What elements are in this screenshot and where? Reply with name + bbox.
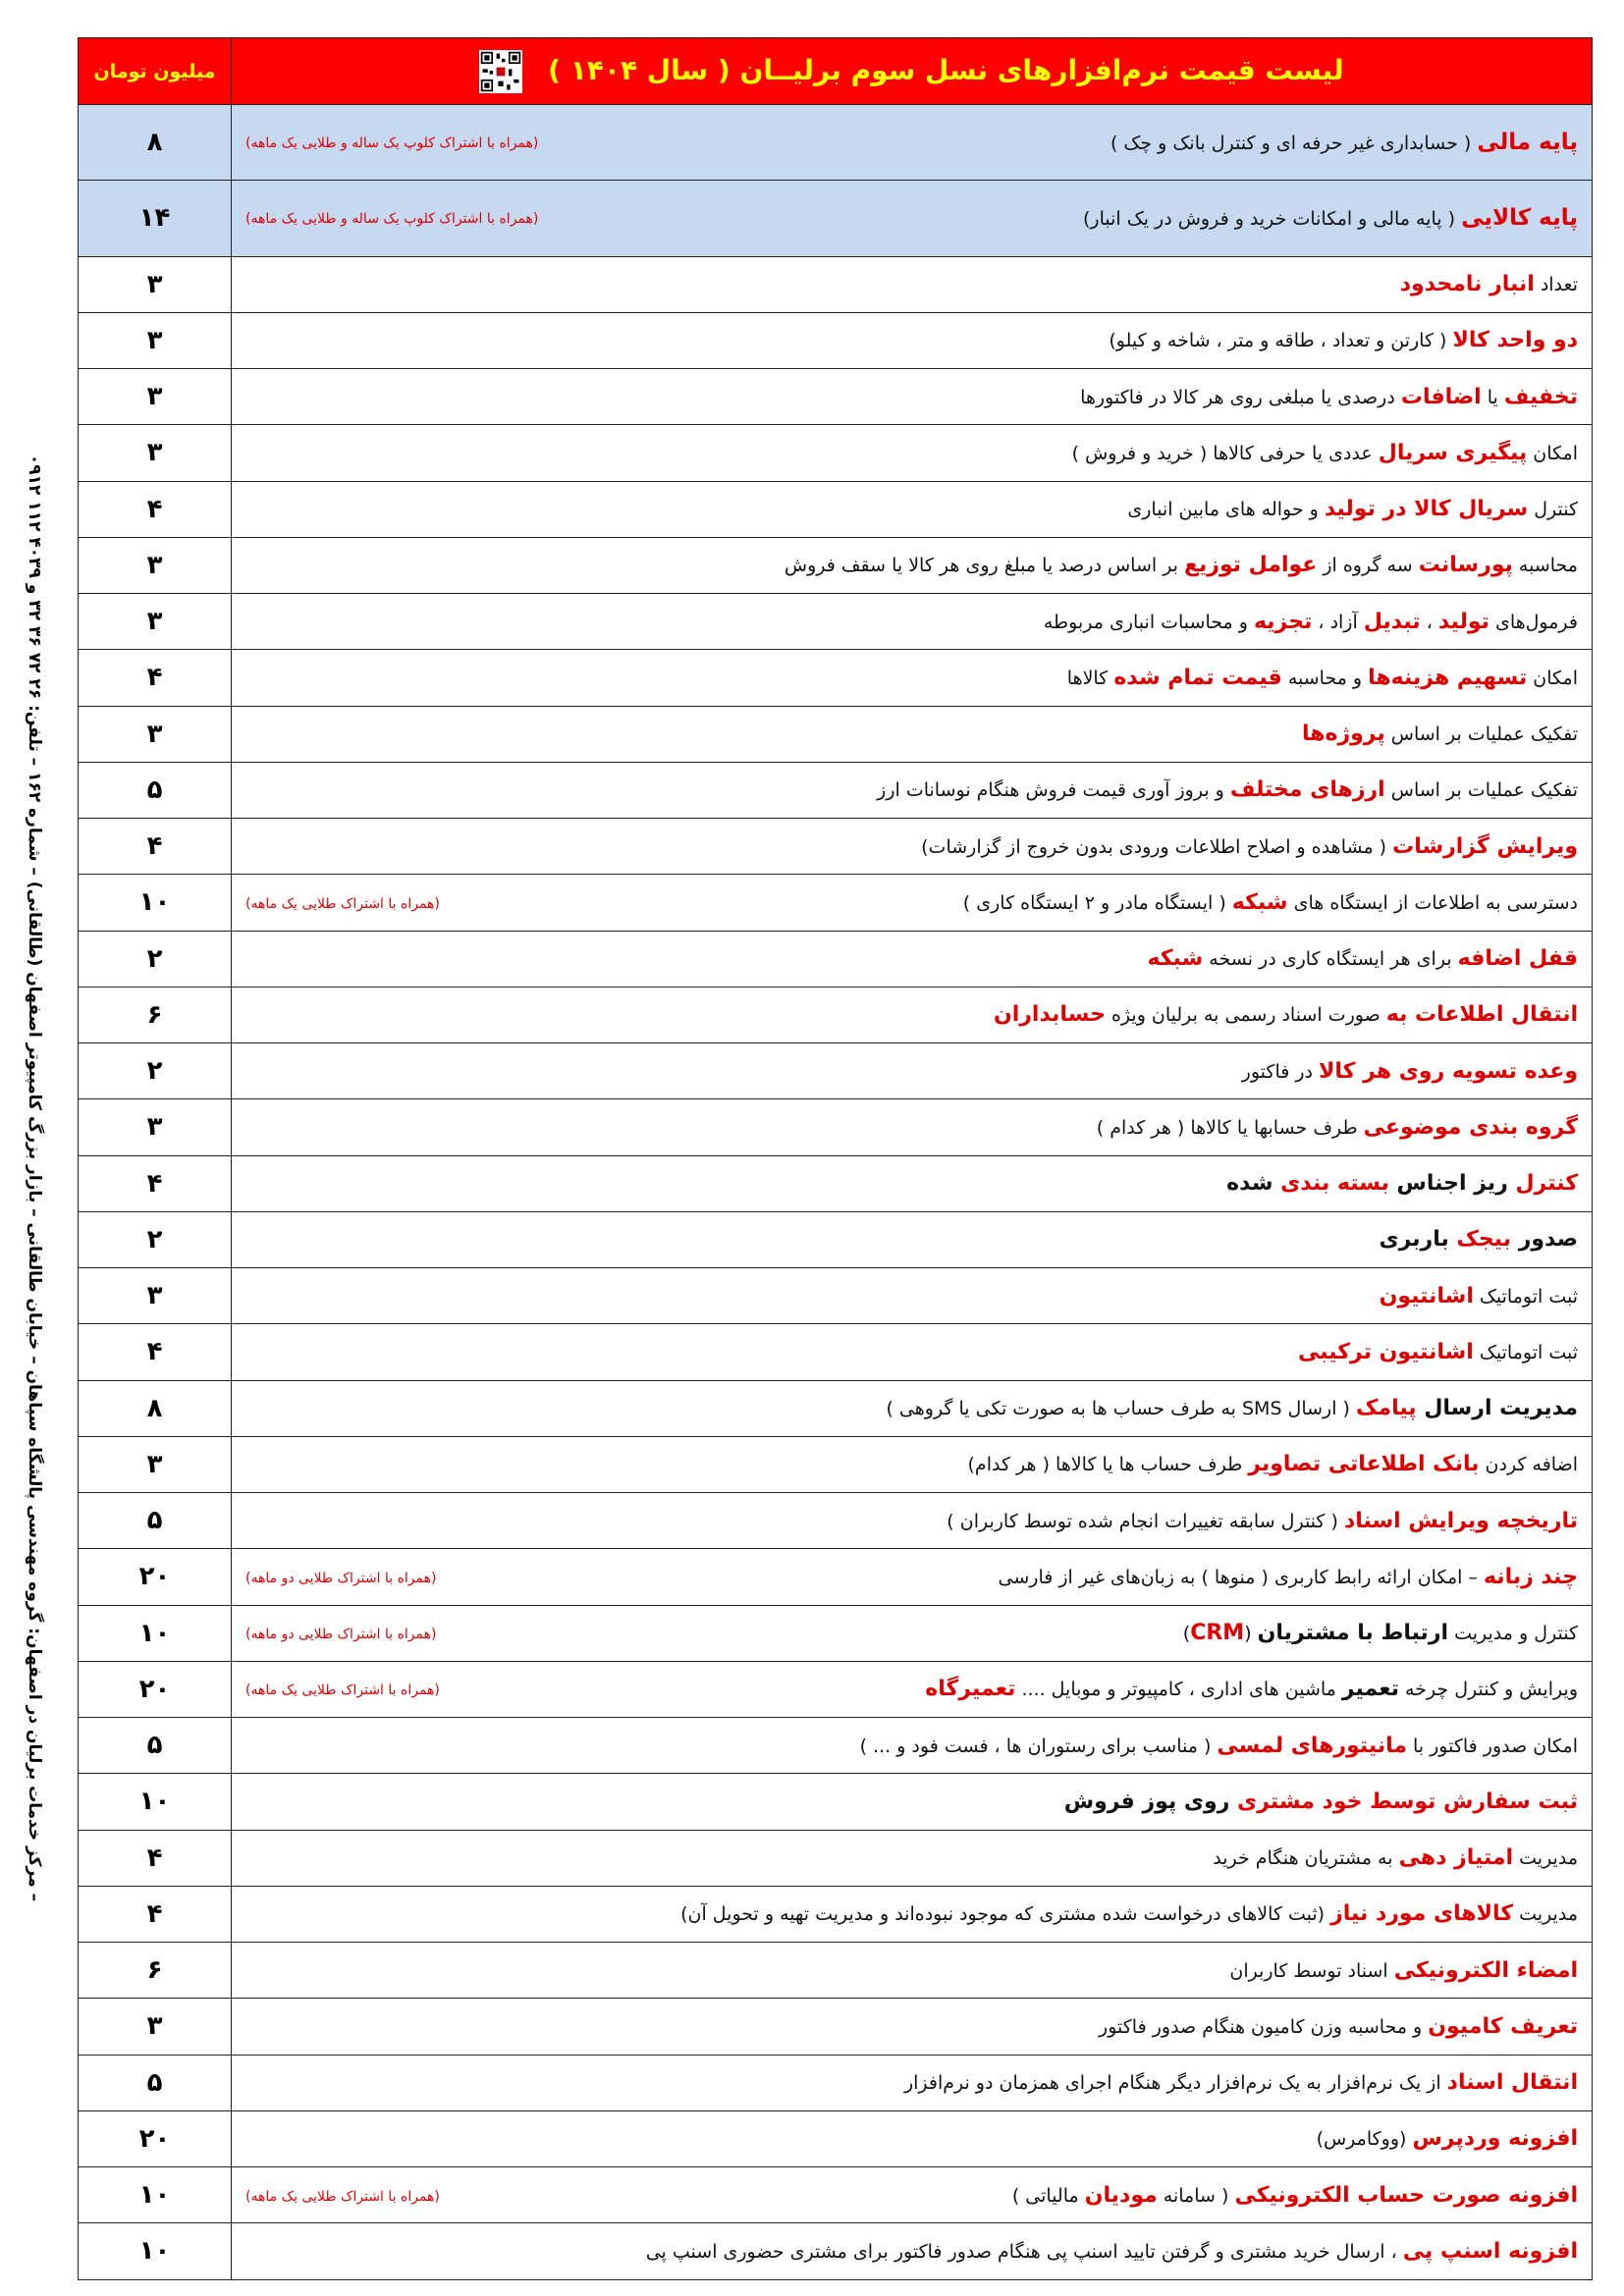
feature-text: تخفیف	[1503, 384, 1578, 409]
feature-description-cell	[232, 931, 1593, 987]
feature-text: امضاء الکترونیکی	[1393, 1957, 1578, 1983]
feature-description-cell	[232, 369, 1593, 425]
table-row	[79, 650, 1593, 706]
feature-description-cell	[232, 2055, 1593, 2110]
feature-description-cell	[232, 181, 1593, 256]
feature-text: صورت اسناد رسمی به برلیان ویژه	[1105, 1004, 1386, 1027]
price-cell: ۲۰	[79, 2110, 232, 2166]
feature-text: قفل اضافه	[1457, 946, 1578, 972]
price-cell: ۸	[79, 105, 232, 181]
feature-text: روی پوز فروش	[1063, 1789, 1238, 1814]
price-cell: ۶	[79, 1943, 232, 1999]
feature-text: CRM	[1190, 1621, 1245, 1646]
feature-text: انتقال اطلاعات به	[1385, 1002, 1578, 1028]
price-cell: ۴	[79, 650, 232, 706]
contact-sidebar	[0, 245, 69, 2110]
feature-text: تعداد	[1534, 274, 1578, 296]
feature-text: اشانتیون ترکیبی	[1298, 1339, 1474, 1364]
feature-text: (ووکامرس)	[1316, 2128, 1413, 2151]
price-cell: ۴	[79, 1324, 232, 1380]
table-row	[79, 1661, 1593, 1717]
table-row	[79, 1718, 1593, 1774]
table-row	[79, 181, 1593, 256]
feature-text: چند زبانه	[1484, 1564, 1578, 1589]
feature-text: ( کارتن و تعداد ، طاقه و متر ، شاخه و کیلو)	[1109, 330, 1453, 352]
feature-text: پایه مالی	[1477, 130, 1578, 156]
price-cell: ۵	[79, 762, 232, 818]
feature-text: ارتباط با مشتریان	[1257, 1621, 1449, 1646]
table-row	[79, 537, 1593, 593]
price-cell: ۴	[79, 1830, 232, 1886]
price-cell: ۱۴	[79, 181, 232, 256]
table-row	[79, 312, 1593, 368]
feature-text: شبکه	[1231, 889, 1288, 915]
feature-text: سریال کالا در تولید	[1324, 497, 1529, 522]
feature-text: تجزیه	[1253, 609, 1313, 634]
table-row	[79, 425, 1593, 481]
feature-description-cell	[232, 1324, 1593, 1380]
feature-description-cell	[232, 706, 1593, 762]
table-row	[79, 2223, 1593, 2279]
feature-text: از یک نرم‌افزار به یک نرم‌افزار دیگر هنگام اجرای همزمان دو نرم‌افزار	[903, 2072, 1447, 2095]
price-cell: ۵	[79, 1718, 232, 1774]
feature-description-cell	[232, 1436, 1593, 1492]
feature-text: افزونه وردپرس	[1412, 2126, 1578, 2152]
feature-description-cell	[232, 1886, 1593, 1942]
feature-text: ( سامانه	[1157, 2184, 1235, 2207]
feature-text: اشانتیون	[1379, 1283, 1474, 1308]
feature-text: ،	[1420, 611, 1438, 633]
price-cell: ۳	[79, 369, 232, 425]
feature-text: ویرایش گزارشات	[1392, 833, 1578, 859]
feature-text: بر اساس درصد یا مبلغ روی هر کالا یا سقف فروش	[784, 555, 1185, 577]
feature-text: ( ارسال SMS به طرف حساب ها به صورت تکی یا گروهی )	[886, 1398, 1356, 1420]
feature-text: باربری	[1379, 1227, 1457, 1253]
feature-text: ، ارسال خرید مشتری و گرفتن تایید اسنپ پی هنگام صدور فاکتور برای مشتری حضوری اسنپ پی	[645, 2240, 1403, 2263]
feature-text: تعمیرگاه	[925, 1677, 1016, 1702]
table-row	[79, 706, 1593, 762]
feature-text: امکان صدور فاکتور با	[1406, 1735, 1578, 1757]
feature-text: یا	[1481, 386, 1504, 408]
feature-description-cell	[232, 481, 1593, 537]
price-cell: ۳	[79, 425, 232, 481]
feature-text: ( پایه مالی و امکانات خرید و فروش در یک انبار)	[1083, 208, 1462, 231]
header-title-cell	[232, 38, 1593, 105]
qr-code-icon	[479, 50, 522, 93]
price-cell: ۱۰	[79, 2223, 232, 2279]
feature-text: ( مشاهده و اصلاح اطلاعات ورودی بدون خروج از گزارشات)	[921, 835, 1393, 858]
feature-text: وعده تسویه روی هر کالا	[1319, 1058, 1578, 1084]
feature-description-cell	[232, 1493, 1593, 1549]
feature-text: امکان	[1527, 442, 1578, 464]
table-row	[79, 256, 1593, 312]
feature-description-cell	[232, 875, 1593, 931]
feature-text: تسهیم هزینه‌ها	[1368, 665, 1528, 690]
feature-text: پایه کالایی	[1461, 205, 1578, 232]
table-row	[79, 481, 1593, 537]
feature-text: پروژه‌ها	[1301, 721, 1385, 747]
feature-text: تفکیک عملیات بر اساس	[1384, 723, 1578, 746]
page-title: لیست قیمت نرم‌افزارهای نسل سوم برلیــان ( سال ۱۴۰۴ )	[548, 53, 1344, 86]
feature-text: شده	[1226, 1171, 1281, 1197]
subscription-note: (همراه با اشتراک طلایی یک ماهه)	[245, 1682, 440, 1699]
feature-description-cell	[232, 2223, 1593, 2279]
table-row	[79, 875, 1593, 931]
feature-text: برای هر ایستگاه کاری در نسخه	[1203, 948, 1458, 971]
feature-description-cell	[232, 1043, 1593, 1099]
table-row	[79, 1436, 1593, 1492]
feature-description-cell	[232, 1549, 1593, 1605]
price-cell: ۴	[79, 1886, 232, 1942]
feature-text: امکان	[1527, 667, 1578, 689]
price-cell: ۳	[79, 1436, 232, 1492]
feature-text: انبار نامحدود	[1399, 272, 1535, 297]
feature-description-cell	[232, 537, 1593, 593]
table-row	[79, 1886, 1593, 1942]
feature-description-cell	[232, 1774, 1593, 1830]
feature-text: شبکه	[1147, 946, 1204, 972]
price-cell: ۳	[79, 1268, 232, 1324]
price-cell: ۳	[79, 1099, 232, 1155]
feature-text: سه گروه از	[1317, 555, 1419, 577]
feature-text: ( مناسب برای رستوران ها ، فست فود و ... )	[859, 1735, 1218, 1757]
feature-text: انتقال اسناد	[1446, 2070, 1578, 2096]
table-row	[79, 1999, 1593, 2055]
price-cell: ۳	[79, 1999, 232, 2055]
price-cell: ۵	[79, 1493, 232, 1549]
table-row	[79, 2167, 1593, 2223]
feature-text: پیگیری سریال	[1378, 440, 1528, 465]
feature-text: عددی یا حرفی کالاها ( خرید و فروش )	[1071, 442, 1379, 464]
feature-text: ارزهای مختلف	[1229, 777, 1385, 803]
table-row	[79, 1380, 1593, 1436]
feature-text: ویرایش و کنترل چرخه	[1398, 1679, 1578, 1701]
feature-description-cell	[232, 1830, 1593, 1886]
feature-text: اضافات	[1400, 384, 1482, 409]
price-cell: ۳	[79, 594, 232, 650]
feature-text: عوامل توزیع	[1184, 553, 1318, 578]
price-cell: ۲	[79, 1043, 232, 1099]
table-row	[79, 1099, 1593, 1155]
price-cell: ۳	[79, 706, 232, 762]
feature-text: قیمت تمام شده	[1113, 665, 1282, 690]
feature-text: ثبت سفارش توسط خود مشتری	[1237, 1789, 1578, 1814]
feature-text: درصدی یا مبلغی روی هر کالا در فاکتورها	[1080, 386, 1401, 408]
table-row	[79, 1943, 1593, 1999]
subscription-note: (همراه با اشتراک طلایی دو ماهه)	[245, 1627, 437, 1643]
price-cell: ۳	[79, 312, 232, 368]
subscription-note: (همراه با اشتراک کلوپ یک ساله و طلایی یک ماهه)	[245, 211, 539, 228]
feature-text: کنترل	[1528, 499, 1578, 521]
feature-text: کنترل	[1515, 1171, 1578, 1197]
feature-text: آزاد ،	[1312, 611, 1364, 633]
feature-text: ریز اجناس	[1388, 1171, 1516, 1197]
feature-text: تفکیک عملیات بر اساس	[1384, 779, 1578, 802]
feature-text: تبدیل	[1363, 609, 1421, 634]
feature-text: اسناد توسط کاربران	[1229, 1959, 1394, 1982]
feature-text: مدیریت ارسال	[1416, 1396, 1578, 1421]
price-cell: ۲۰	[79, 1549, 232, 1605]
feature-text: مودیان	[1084, 2182, 1158, 2208]
price-cell: ۴	[79, 481, 232, 537]
subscription-note: (همراه با اشتراک طلایی یک ماهه)	[245, 895, 440, 912]
subscription-note: (همراه با اشتراک کلوپ یک ساله و طلایی یک ماهه)	[245, 135, 539, 152]
feature-text: صدور	[1511, 1227, 1578, 1253]
price-list-table	[78, 37, 1593, 2280]
feature-text: فرمول‌های	[1489, 611, 1578, 633]
feature-text: محاسبه	[1512, 555, 1578, 577]
feature-text: و حواله های مابین انباری	[1127, 499, 1325, 521]
feature-text: تاریخچه ویرایش اسناد	[1343, 1508, 1578, 1533]
feature-text: ماشین های اداری ، کامپیوتر و موبایل ....	[1015, 1679, 1342, 1701]
feature-text: بیجک	[1456, 1227, 1512, 1253]
feature-description-cell	[232, 819, 1593, 875]
feature-description-cell	[232, 1661, 1593, 1717]
price-unit-header: میلیون تومان	[79, 38, 232, 105]
feature-description-cell	[232, 1943, 1593, 1999]
feature-description-cell	[232, 2167, 1593, 2223]
table-row	[79, 105, 1593, 181]
feature-description-cell	[232, 105, 1593, 181]
feature-text: مدیریت	[1513, 1903, 1578, 1926]
feature-text: به مشتریان هنگام خرید	[1213, 1847, 1399, 1870]
price-cell: ۱۰	[79, 1605, 232, 1661]
feature-description-cell	[232, 1718, 1593, 1774]
feature-text: ( ایستگاه مادر و ۲ ایستگاه کاری )	[962, 891, 1232, 914]
table-row	[79, 819, 1593, 875]
feature-text: پیامک	[1356, 1396, 1417, 1421]
price-cell: ۱۰	[79, 875, 232, 931]
feature-description-cell	[232, 256, 1593, 312]
feature-text: بانک اطلاعاتی تصاویر	[1248, 1452, 1480, 1477]
feature-text: امتیاز دهی	[1398, 1845, 1514, 1871]
price-cell: ۵	[79, 2055, 232, 2110]
feature-description-cell	[232, 1380, 1593, 1436]
feature-description-cell	[232, 1211, 1593, 1267]
price-cell: ۱۰	[79, 1774, 232, 1830]
feature-description-cell	[232, 650, 1593, 706]
feature-description-cell	[232, 425, 1593, 481]
feature-description-cell	[232, 1605, 1593, 1661]
table-row	[79, 1830, 1593, 1886]
contact-text: مرکز خدمات برلیان در اصفهان: گروه مهندسی پالشگاه سپاهان – خیابان طالقانی – بازار بزرگ کامپیوتر اصفهان (طالقانی) – شماره ۱۶۲ – تلفن: ۲۶ ۷۲ ۳۶ ۳۲ و ۴۰۳۹ ۱۱۲ ۰۹۱۲ –	[25, 454, 44, 1902]
feature-text: (ثبت کالاهای درخواست شده مشتری که موجود نبوده‌اند و مدیریت تهیه و تحویل آن)	[680, 1903, 1331, 1926]
table-row	[79, 594, 1593, 650]
feature-text: و محاسبه وزن کامیون هنگام صدور فاکتور	[1099, 2015, 1429, 2038]
feature-description-cell	[232, 1999, 1593, 2055]
feature-text: و محاسبات انباری مربوطه	[1043, 611, 1254, 633]
feature-description-cell	[232, 1268, 1593, 1324]
feature-text: – امکان ارائه رابط کاربری ( منوها ) به زبان‌های غیر از فارسی	[998, 1566, 1484, 1588]
feature-text: تولید	[1437, 609, 1489, 634]
feature-text: ثبت اتوماتیک	[1473, 1341, 1578, 1363]
feature-text: بسته بندی	[1280, 1171, 1389, 1197]
feature-text: کالاهای مورد نیاز	[1330, 1901, 1514, 1927]
feature-text: اضافه کردن	[1479, 1454, 1578, 1476]
feature-description-cell	[232, 2110, 1593, 2166]
feature-text: ( کنترل سابقه تغییرات انجام شده توسط کاربران )	[947, 1510, 1344, 1532]
price-cell: ۲	[79, 1211, 232, 1267]
feature-text: حسابداران	[993, 1002, 1106, 1028]
table-row	[79, 1549, 1593, 1605]
feature-text: گروه بندی موضوعی	[1363, 1114, 1578, 1140]
price-cell: ۲۰	[79, 1661, 232, 1717]
feature-text: دو واحد کالا	[1452, 328, 1578, 353]
table-row	[79, 1211, 1593, 1267]
feature-description-cell	[232, 1155, 1593, 1211]
feature-text: تعریف کامیون	[1428, 2013, 1578, 2039]
feature-text: کالاها	[1066, 667, 1114, 689]
table-row	[79, 2055, 1593, 2110]
feature-text: افزونه صورت حساب الکترونیکی	[1234, 2182, 1578, 2208]
feature-description-cell	[232, 762, 1593, 818]
feature-text: ( حسابداری غیر حرفه ای و کنترل بانک و چک )	[1110, 133, 1478, 155]
header-row	[79, 38, 1593, 105]
feature-text: و محاسبه	[1281, 667, 1369, 689]
feature-text: تعمیر	[1341, 1677, 1399, 1702]
feature-text: در فاکتور	[1241, 1060, 1320, 1083]
table-row	[79, 931, 1593, 987]
feature-text: و بروز آوری قیمت فروش هنگام نوسانات ارز	[877, 779, 1230, 802]
table-row	[79, 987, 1593, 1042]
table-row	[79, 369, 1593, 425]
feature-description-cell	[232, 987, 1593, 1042]
feature-description-cell	[232, 1099, 1593, 1155]
table-row	[79, 1774, 1593, 1830]
price-cell: ۶	[79, 987, 232, 1042]
feature-text: دسترسی به اطلاعات از ایستگاه های	[1287, 891, 1578, 914]
feature-text: مدیریت	[1513, 1847, 1578, 1870]
subscription-note: (همراه با اشتراک طلایی یک ماهه)	[245, 2188, 440, 2205]
table-row	[79, 1155, 1593, 1211]
feature-description-cell	[232, 594, 1593, 650]
feature-text: کنترل و مدیریت	[1448, 1623, 1578, 1645]
feature-text: طرف حسابها یا کالاها ( هر کدام )	[1096, 1116, 1364, 1139]
feature-text: (	[1244, 1623, 1258, 1645]
price-cell: ۴	[79, 1155, 232, 1211]
feature-text: طرف حساب ها یا کالاها ( هر کدام)	[967, 1454, 1249, 1476]
price-cell: ۸	[79, 1380, 232, 1436]
feature-text: افزونه اسنپ پی	[1402, 2238, 1578, 2264]
table-row	[79, 1324, 1593, 1380]
feature-text: مانیتورهای لمسی	[1217, 1733, 1407, 1758]
feature-text: مالیاتی )	[1011, 2184, 1085, 2207]
price-cell: ۲	[79, 931, 232, 987]
table-row	[79, 1605, 1593, 1661]
table-row	[79, 762, 1593, 818]
feature-text: )	[1182, 1623, 1191, 1645]
table-row	[79, 1043, 1593, 1099]
price-cell: ۱۰	[79, 2167, 232, 2223]
price-cell: ۴	[79, 819, 232, 875]
table-row	[79, 1268, 1593, 1324]
table-row	[79, 2110, 1593, 2166]
subscription-note: (همراه با اشتراک طلایی دو ماهه)	[245, 1570, 437, 1586]
feature-text: پورسانت	[1418, 553, 1513, 578]
feature-text: ثبت اتوماتیک	[1473, 1285, 1578, 1308]
feature-description-cell	[232, 312, 1593, 368]
table-row	[79, 1493, 1593, 1549]
price-cell: ۳	[79, 537, 232, 593]
price-cell: ۳	[79, 256, 232, 312]
